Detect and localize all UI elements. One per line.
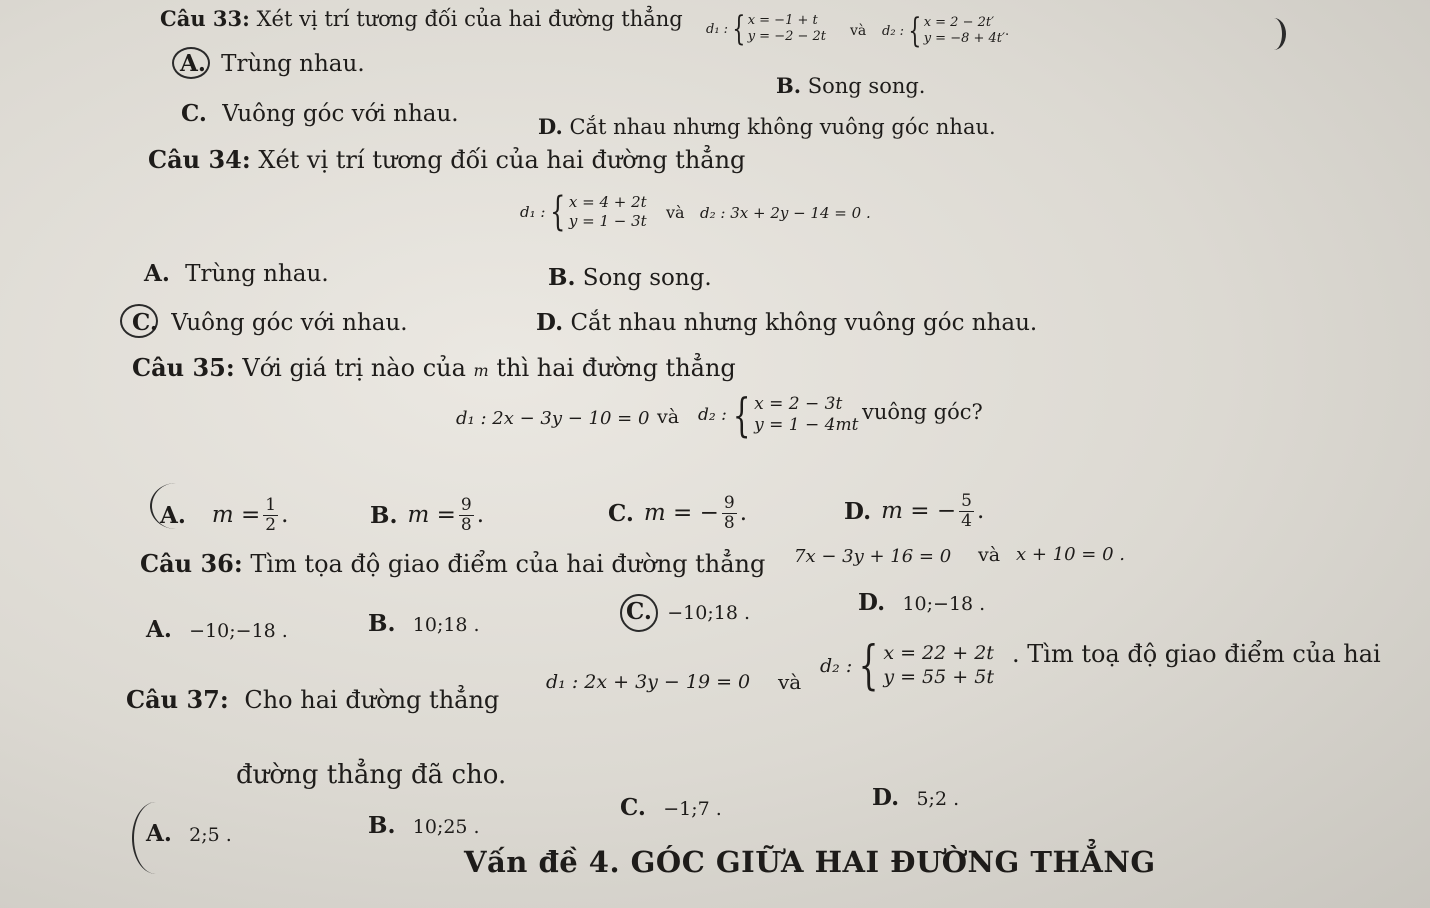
q34-d2: d₂ : 3x + 2y − 14 = 0 . xyxy=(700,204,871,222)
q34-option-d: D. Cắt nhau nhưng không vuông góc nhau. xyxy=(536,309,1038,336)
q35-and: và xyxy=(657,406,680,428)
q37-option-a: A. 2;5 . xyxy=(146,820,232,847)
q36-option-d: D. 10;−18 . xyxy=(858,589,986,616)
q33-stem xyxy=(160,8,683,30)
q35-option-b: B. m = $\frac{9}{8}$ . xyxy=(370,495,484,535)
q37-option-b: B. 10;25 . xyxy=(368,812,480,839)
pen-mark xyxy=(1262,18,1286,50)
q35-d1: d₁ : 2x − 3y − 10 = 0 xyxy=(456,408,650,429)
q35-d2-system: d₂ : { x = 2 − 3t y = 1 − 4mt xyxy=(698,388,859,442)
section-heading: Vấn đề 4. GÓC GIỮA HAI ĐƯỜNG THẲNG xyxy=(464,845,1156,879)
q33-stem-text: Xét vị trí tương đối của hai đường thẳng xyxy=(256,7,683,31)
q37-stem: Câu 37: Cho hai đường thẳng xyxy=(126,685,500,714)
q33-d1-line2: y = −2 − 2t xyxy=(747,29,827,44)
q36-and: và xyxy=(978,544,1001,566)
q36-option-b: B. 10;18 . xyxy=(368,610,480,637)
q34-d1-line2: y = 1 − 3t xyxy=(568,212,647,230)
q37-prefix: Câu 37: xyxy=(126,685,229,714)
q34-prefix: Câu 34: xyxy=(148,145,251,174)
q36-prefix: Câu 36: xyxy=(140,549,243,578)
q37-tail: . Tìm toạ độ giao điểm của hai xyxy=(1012,640,1381,668)
q33-d2-line2: y = −8 + 4t′ xyxy=(923,31,1005,46)
q37-option-c: C. −1;7 . xyxy=(620,794,722,821)
q35-tail: vuông góc? xyxy=(862,400,983,424)
q37-option-d: D. 5;2 . xyxy=(872,784,960,811)
q35-d2-line1: x = 2 − 3t xyxy=(754,393,843,414)
q34-d1-system: d₁ : { x = 4 + 2t y = 1 − 3t xyxy=(520,189,647,235)
q37-d1: d₁ : 2x + 3y − 19 = 0 xyxy=(546,671,751,693)
q33-option-d: D. Cắt nhau nhưng không vuông góc nhau. xyxy=(538,114,996,139)
q35-prefix: Câu 35: xyxy=(132,353,235,382)
q33-d2-system: d₂ : { x = 2 − 2t′ y = −8 + 4t′ . xyxy=(882,11,1010,51)
q33-d2-line1: x = 2 − 2t′ xyxy=(923,14,995,30)
q37-d2-system: d₂ : { x = 22 + 2t y = 55 + 5t xyxy=(820,636,994,696)
q34-and: và xyxy=(666,203,685,222)
q33-and: và xyxy=(850,23,867,39)
q34-option-b: B. Song song. xyxy=(548,264,712,291)
q36-eq1: 7x − 3y + 16 = 0 xyxy=(794,546,952,567)
q35-stem: Câu 35: Với giá trị nào của m thì hai đường thẳng xyxy=(132,353,736,382)
q37-d2-line2: y = 55 + 5t xyxy=(883,666,994,688)
q34-stem xyxy=(148,145,746,174)
q33-d1-line1: x = −1 + t xyxy=(747,12,818,28)
q33-option-b: B. Song song. xyxy=(776,73,926,98)
q36-option-c: C. −10;18 . xyxy=(626,598,750,625)
q33-prefix: Câu 33: xyxy=(160,6,250,31)
q37-line2: đường thẳng đã cho. xyxy=(236,760,507,790)
q34-stem-text: Xét vị trí tương đối của hai đường thẳng xyxy=(258,146,746,174)
q33-d1-label: d₁ : xyxy=(706,21,729,37)
q33-d2-label: d₂ : xyxy=(882,23,905,39)
q34-option-c: C. Vuông góc với nhau. xyxy=(132,309,408,336)
q33-option-a: A. Trùng nhau. xyxy=(180,50,365,77)
q36-stem: Câu 36: Tìm tọa độ giao điểm của hai đường thẳng xyxy=(140,549,766,578)
q37-and: và xyxy=(778,670,802,694)
q36-eq2: x + 10 = 0 . xyxy=(1016,544,1126,565)
q35-option-d: D. m = − $\frac{5}{4}$ . xyxy=(844,491,985,531)
q34-d1-line1: x = 4 + 2t xyxy=(568,193,647,212)
q33-d1-system: d₁ : { x = −1 + t y = −2 − 2t xyxy=(706,9,827,49)
q35-option-c: C. m = − $\frac{9}{8}$ . xyxy=(608,493,748,533)
q35-option-a: A. m = $\frac{1}{2}$ . xyxy=(160,495,289,535)
q35-d2-line2: y = 1 − 4mt xyxy=(754,415,859,435)
q34-option-a: A. Trùng nhau. xyxy=(144,260,329,287)
q36-option-a: A. −10;−18 . xyxy=(146,616,288,643)
q37-d2-line1: x = 22 + 2t xyxy=(883,642,994,665)
q33-option-c: C. Vuông góc với nhau. xyxy=(181,100,459,127)
